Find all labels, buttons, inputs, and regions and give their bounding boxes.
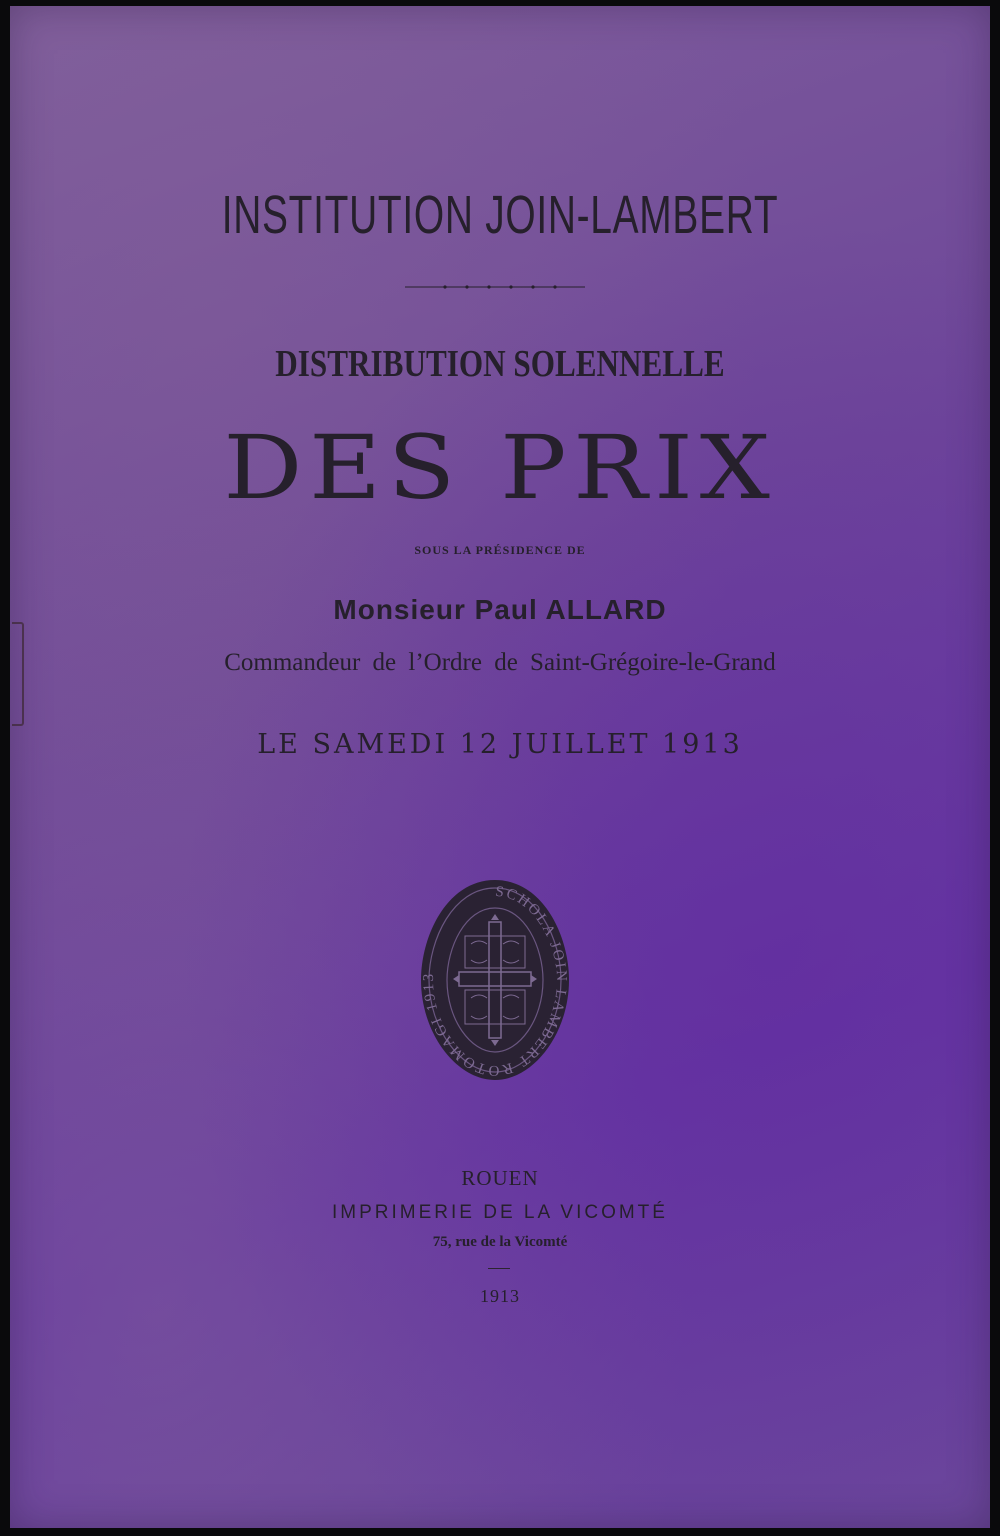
president-name: Monsieur Paul ALLARD — [333, 594, 667, 625]
president-title: Commandeur de l’Ordre de Saint-Grégoire-le-Grand — [224, 649, 776, 676]
imprint-printer: IMPRIMERIE DE LA VICOMTÉ — [332, 1202, 668, 1223]
seal-inscription: SCHOLA JOIN LAMBERT ROTOMAGI 1913 — [420, 883, 570, 1079]
imprint-year: 1913 — [480, 1286, 520, 1306]
presidence-label: SOUS LA PRÉSIDENCE DE — [414, 543, 586, 557]
imprint-address: 75, rue de la Vicomté — [432, 1234, 568, 1250]
imprint-city: ROUEN — [461, 1166, 539, 1190]
distribution-heading: DISTRIBUTION SOLENNELLE — [275, 343, 725, 385]
prix-heading: DES PRIX — [223, 416, 777, 519]
event-date: LE SAMEDI 12 JUILLET 1913 — [257, 729, 743, 760]
ornament-divider-icon — [405, 284, 585, 290]
imprint-divider — [488, 1268, 510, 1269]
school-seal-icon — [415, 874, 575, 1086]
institution-title: INSTITUTION JOIN-LAMBERT — [221, 185, 779, 245]
booklet-cover — [10, 6, 990, 1528]
